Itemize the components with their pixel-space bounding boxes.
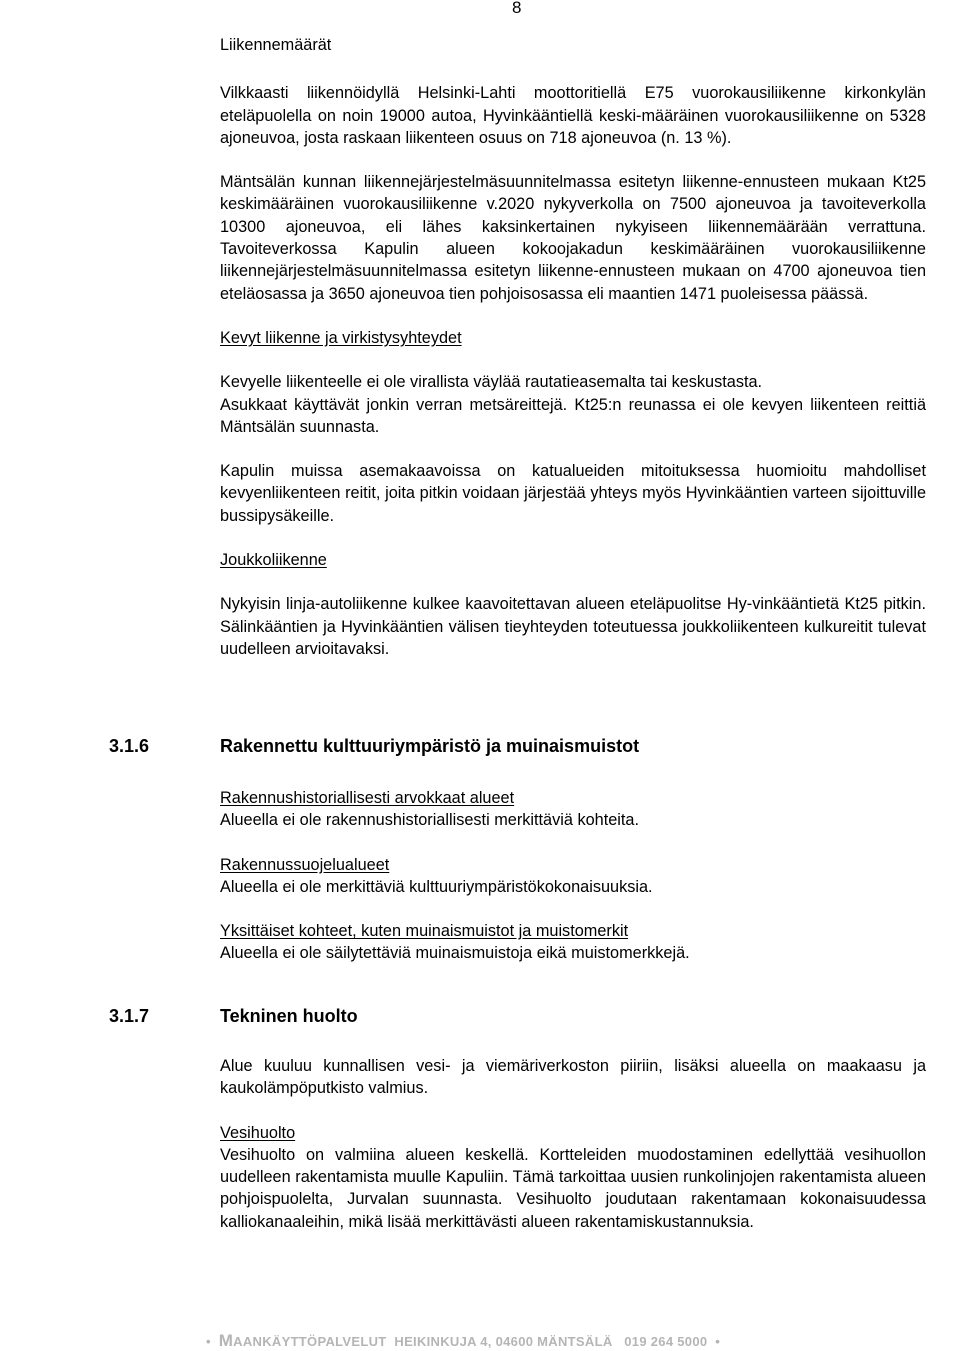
public-transport-heading: Joukkoliikenne [220, 551, 327, 570]
traffic-paragraph-1: Vilkkaasti liikennöidyllä Helsinki-Lahti moottoritiellä E75 vuorokausiliikenne kirkonkylän eteläpuolella on noin 19000 autoa, Hyvinkääntiellä keski-määräinen vuorokausiliikenne on 5328 ajoneuvoa, josta raskaan liikenteen osuus on 718 ajoneuvoa (n. 13 %). [220, 84, 926, 147]
light-traffic-heading: Kevyt liikenne ja virkistysyhteydet [220, 328, 462, 347]
water-heading: Vesihuolto [220, 1123, 296, 1142]
heritage-item-3-text: Alueella ei ole säilytettäviä muinaismuistoja eikä muistomerkkejä. [220, 944, 690, 963]
heritage-item-1-heading: Rakennushistoriallisesti arvokkaat alueet [220, 789, 515, 807]
water-text: Vesihuolto on valmiina alueen keskellä. Kortteleiden muodostaminen edellyttää vesihuollon uudelleen rakentamista muulle Kapuliin. Tämä tarkoittaa uusien runkolinjojen rakentamista alueen pohjoispuolelta, Jurvalan suunnasta. Vesihuolto joudutaan rakentamaan kokonaisuudessa kalliokanaaleihin, mikä lisää merkittävästi alueen rakentamiskustannuksia. [220, 1145, 926, 1231]
traffic-heading: Liikennemäärät [220, 36, 332, 54]
section-number: 3.1.6 [109, 736, 150, 756]
section-title: Rakennettu kulttuuriympäristö ja muinaismuistot [220, 736, 640, 756]
footer-address: HEIKINKUJA 4, 04600 MÄNTSÄLÄ [394, 1334, 613, 1349]
main-content [220, 34, 926, 660]
heritage-item-2-heading: Rakennussuojelualueet [220, 855, 390, 874]
public-transport-text-part-2: vinkääntietä Kt25 pitkin. Sälinkääntien ja Hyvinkääntien välisen tieyhteyden toteutuessa joukkoliikenteen kulkureitit tulevat uudelleen arvioitavaksi. [220, 595, 926, 658]
footer-company-name: AANKÄYTTÖPALVELUT [233, 1334, 387, 1349]
public-transport-text-part-1: Nykyisin linja-autoliikenne kulkee kaavoitettavan alueen eteläpuolitse Hy- [220, 595, 753, 614]
footer-bullet: • [206, 1334, 211, 1349]
section-heading-3-1-7 [109, 1006, 358, 1027]
light-traffic-paragraph-2: Kapulin muissa asemakaavoissa on katualueiden mitoituksessa huomioitu mahdolliset kevyenliikenteen reitit, joita pitkin voidaan järjestää yhteys myös Hyvinkääntien varteen sijoittuville bussipysäkeille. [220, 462, 926, 525]
technical-intro: Alue kuuluu kunnallisen vesi- ja viemäriverkoston piiriin, lisäksi alueella on maakaasu ja kaukolämpöputkisto valmius. [220, 1057, 926, 1098]
footer-company-initial: M [218, 1331, 234, 1350]
footer-phone: 019 264 5000 [624, 1334, 708, 1349]
heritage-content [220, 787, 926, 965]
light-traffic-paragraph-1: Asukkaat käyttävät jonkin verran metsäreittejä. Kt25:n reunassa ei ole kevyen liikenteen reittiä Mäntsälän suunnasta. [220, 395, 926, 436]
public-transport-paragraph [220, 593, 926, 660]
light-traffic-line-1: Kevyelle liikenteelle ei ole virallista väylää rautatieasemalta tai keskustasta. [220, 373, 763, 392]
section-heading-3-1-6 [109, 736, 639, 757]
heritage-item-3-heading: Yksittäiset kohteet, kuten muinaismuistot ja muistomerkit [220, 922, 629, 941]
page-footer [206, 1331, 720, 1351]
section-title: Tekninen huolto [220, 1006, 358, 1026]
footer-end-bullet: • [715, 1334, 721, 1349]
heritage-item-1-text: Alueella ei ole rakennushistoriallisesti merkittäviä kohteita. [220, 811, 639, 830]
section-number: 3.1.7 [109, 1006, 150, 1026]
traffic-paragraph-2: Mäntsälän kunnan liikennejärjestelmäsuunnitelmassa esitetyn liikenne-ennusteen mukaan Kt25 keskimääräinen vuorokausiliikenne v.2020 nykyverkolla on 7500 ajoneuvoa ja tavoiteverkolla 10300 ajoneuvoa, eli lähes kaksinkertainen nykyiseen liikennemäärään verrattuna. Tavoiteverkossa Kapulin alueen kokoojakadun keskimääräinen vuorokausiliikenne liikennejärjestelmäsuunnitelmassa esitetyn liikenne-ennusteen mukaan on 4700 ajoneuvoa tien eteläosassa ja 3650 ajoneuvoa tien pohjoisosassa eli maantien 1471 puoleisessa päässä. [220, 173, 926, 303]
technical-content [220, 1055, 926, 1233]
page-number: 8 [512, 0, 522, 17]
heritage-item-2-text: Alueella ei ole merkittäviä kulttuuriympäristökokonaisuuksia. [220, 877, 653, 896]
